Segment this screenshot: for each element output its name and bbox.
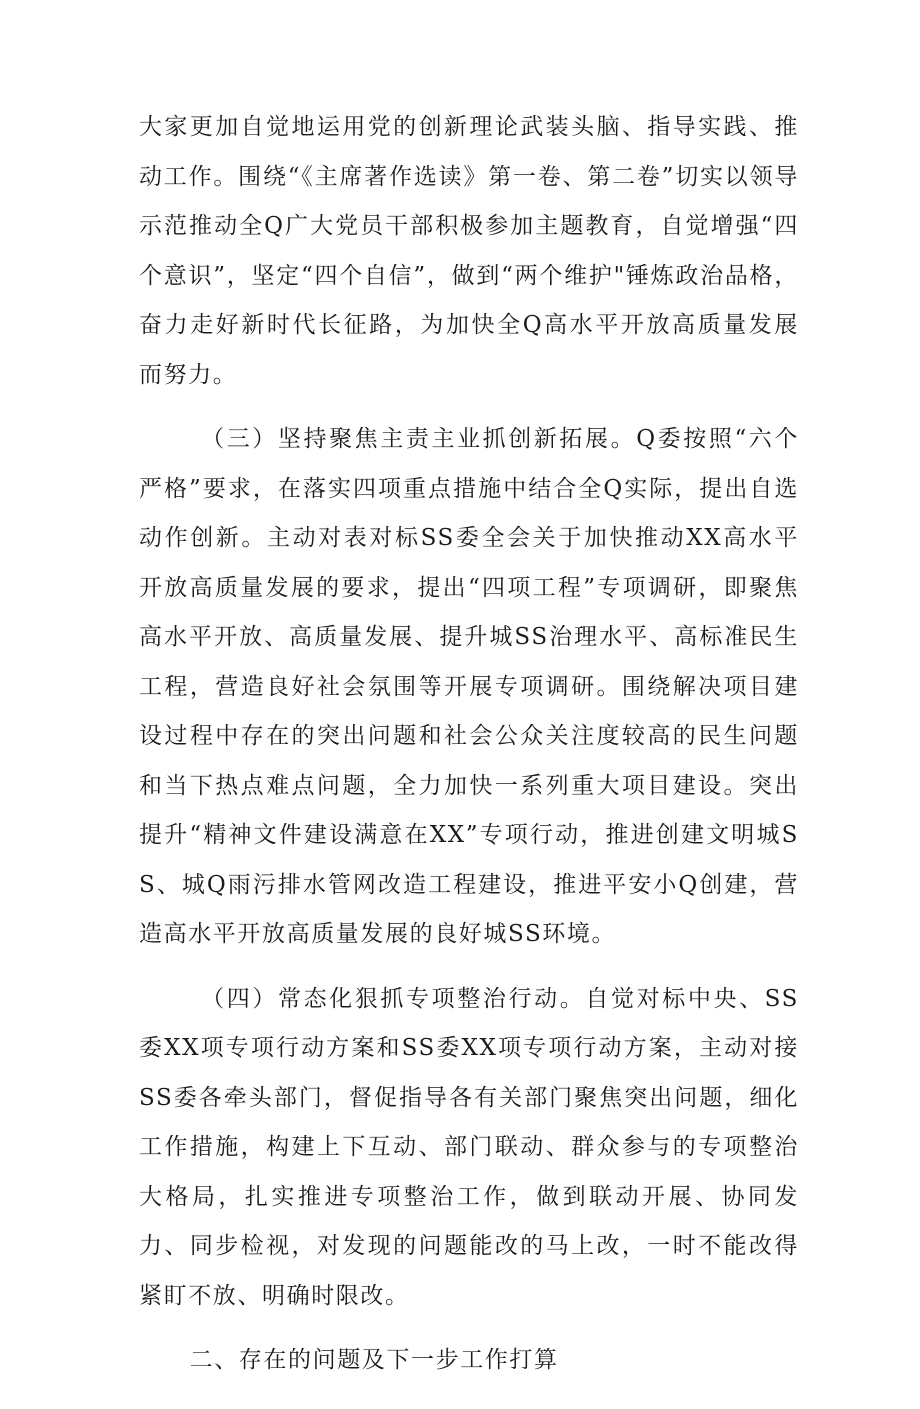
paragraph-section-three: （三）坚持聚焦主责主业抓创新拓展。Q委按照“六个严格”要求，在落实四项重点措施中结合全Q实际，提出自选动作创新。主动对表对标SS委全会关于加快推动XX高水平开放高质量发展的要求，提出“四项工程”专项调研，即聚焦高水平开放、高质量发展、提升城SS治理水平、高标准民生工程，营造良好社会氛围等开展专项调研。围绕解决项目建设过程中存在的突出问题和社会公众关注度较高的民生问题和当下热点难点问题，全力加快一系列重大项目建设。突出提升“精神文件建设满意在XX”专项行动，推进创建文明城SS、城Q雨污排水管网改造工程建设，推进平安小Q创建，营造高水平开放高质量发展的良好城SS环境。 (139, 426, 799, 947)
paragraph-section-four: （四）常态化狠抓专项整治行动。自觉对标中央、SS委XX项专项行动方案和SS委XX项专项行动方案，主动对接SS委各牵头部门，督促指导各有关部门聚焦突出问题，细化工作措施，构建上下互动、部门联动、群众参与的专项整治大格局，扎实推进专项整治工作，做到联动开展、协同发力、同步检视，对发现的问题能改的马上改，一时不能改得紧盯不放、明确时限改。 (139, 985, 799, 1309)
document-body (139, 103, 799, 1409)
section-heading: 二、存在的问题及下一步工作打算 (189, 1347, 559, 1373)
paragraph-continuation: 大家更加自觉地运用党的创新理论武装头脑、指导实践、推动工作。围绕“《主席著作选读》第一卷、第二卷”切实以领导示范推动全Q广大党员干部积极参加主题教育，自觉增强“四个意识”，坚定“四个自信”，做到“两个维护"锤炼政治品格，奋力走好新时代长征路，为加快全Q高水平开放高质量发展而努力。 (139, 114, 799, 388)
